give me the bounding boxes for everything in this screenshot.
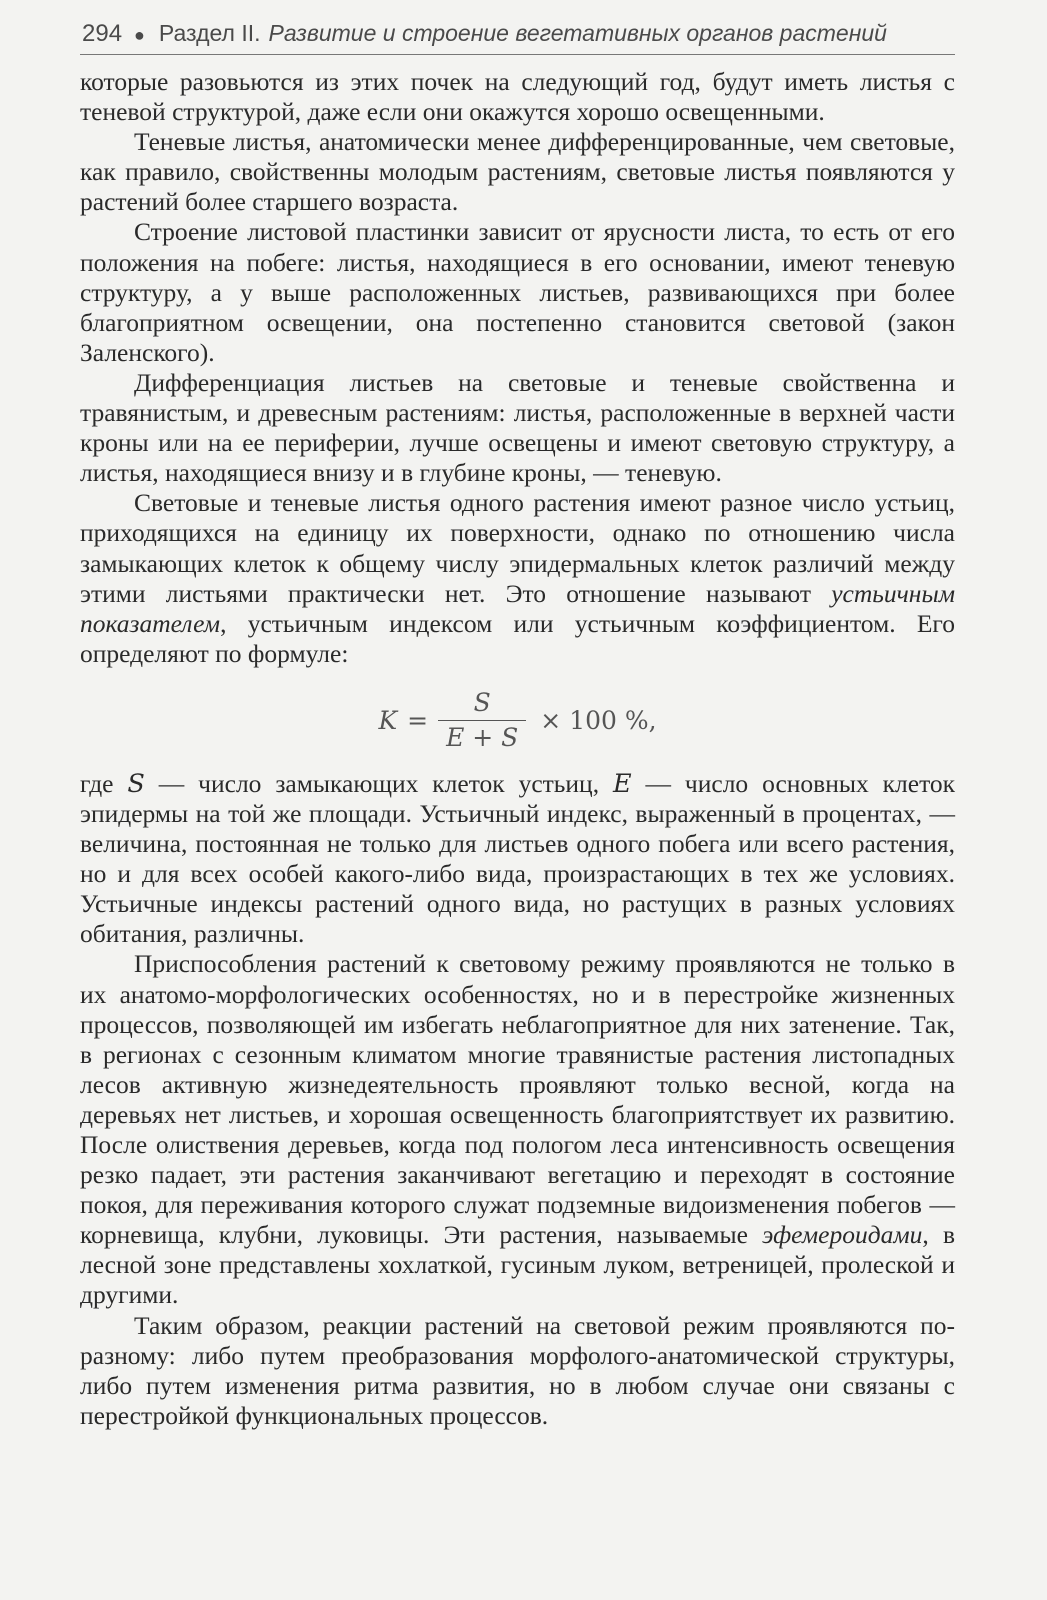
paragraph-8: Таким образом, реакции растений на световой режим проявляются по-разному: либо путем преобразования морфолого-анатомической структуры, либо путем изменения ритма развития, но в любом случае они связаны с перестройкой функциональных процессов. bbox=[80, 1310, 955, 1430]
paragraph-7-text-a: Приспособления растений к световому режиму проявляются не только в их анатомо-морфологических особенностях, но и в перестройке жизненных процессов, позволяющей им избегать неблагоприятное для них затенение. Так, в регионах с сезонным климатом многие травянистые растения листопадных лесов активную жизнедеятельность проявляют только весной, когда на деревьях нет листьев, и хорошая освещенность благоприятствует их развитию. После олиствения деревьев, когда под пологом леса интенсивность освещения резко падает, эти растения заканчивают вегетацию и переходят в состояние покоя, для переживания которого служат подземные видоизменения побегов — корневища, клубни, луковицы. Эти растения, называемые bbox=[80, 949, 955, 1250]
math-symbol-s: S bbox=[127, 768, 145, 799]
paragraph-6 bbox=[80, 769, 955, 950]
page-number: 294 bbox=[82, 20, 123, 47]
paragraph-5 bbox=[80, 488, 955, 669]
paragraph-1: которые разовьются из этих почек на следующий год, будут иметь листья с теневой структурой, даже если они окажутся хорошо освещенными. bbox=[80, 67, 955, 127]
paragraph-6-text-b: — число замыкающих клеток устьиц, bbox=[144, 768, 613, 798]
paragraph-4: Дифференциация листьев на световые и теневые свойственна и травянистым, и древесным растениям: листья, расположенные в верхней части кроны или на ее периферии, лучше освещены и имеют световую структуру, а листья, находящиеся внизу и в глубине кроны, — теневую. bbox=[80, 367, 955, 488]
body-text bbox=[80, 67, 955, 1431]
formula-lhs: K bbox=[378, 705, 398, 735]
paragraph-2: Теневые листья, анатомически менее дифференцированные, чем световые, как правило, свойственны молодым растениям, световые листья появляются у растений более старшего возраста. bbox=[80, 127, 955, 217]
formula-numerator: S bbox=[473, 688, 491, 718]
paragraph-7-text-b: , в лесной зоне представлены хохлаткой, гусиным луком, ветреницей, пролеской и другими. bbox=[80, 1220, 956, 1310]
paragraph-6-text-c: — число основных клеток эпидермы на той же площади. Устьичный индекс, выраженный в процентах, — величина, постоянная не только для листьев одного побега или всего растения, но и для всех особей какого-либо вида, произрастающих в тех же условиях. Устьичные индексы растений одного вида, но растущих в разных условиях обитания, различны. bbox=[80, 768, 956, 949]
paragraph-5-text-a: Световые и теневые листья одного растения имеют разное число устьиц, приходящихся на единицу их поверхности, однако по отношению числа замыкающих клеток к общему числу эпидермальных клеток различий между этими листьями практически нет. Это отношение называют bbox=[80, 488, 955, 608]
term-stomatal-index: устьичным показателем bbox=[80, 578, 955, 638]
running-header bbox=[80, 20, 955, 55]
bullet-separator-icon: ● bbox=[134, 25, 145, 45]
formula-denominator: E + S bbox=[438, 720, 526, 753]
chapter-title: Развитие и строение вегетативных органов растений bbox=[268, 20, 887, 46]
section-label: Раздел II. bbox=[158, 20, 261, 46]
formula-fraction bbox=[438, 688, 526, 753]
formula-equals: = bbox=[407, 705, 429, 735]
paragraph-7 bbox=[80, 949, 955, 1310]
paragraph-3: Строение листовой пластинки зависит от ярусности листа, то есть от его положения на побеге: листья, находящиеся в его основании, имеют теневую структуру, а у выше расположенных листьев, развивающихся при более благоприятном освещении, она постепенно становится световой (закон Заленского). bbox=[80, 217, 955, 367]
stomatal-index-formula bbox=[80, 675, 955, 767]
math-symbol-e: E bbox=[612, 768, 632, 799]
paragraph-5-text-b: , устьичным индексом или устьичным коэффициентом. Его определяют по формуле: bbox=[80, 608, 955, 668]
paragraph-6-text-a: где bbox=[80, 768, 128, 798]
term-ephemeroids: эфемероидами bbox=[762, 1220, 923, 1250]
formula-tail: × 100 %, bbox=[540, 705, 657, 735]
